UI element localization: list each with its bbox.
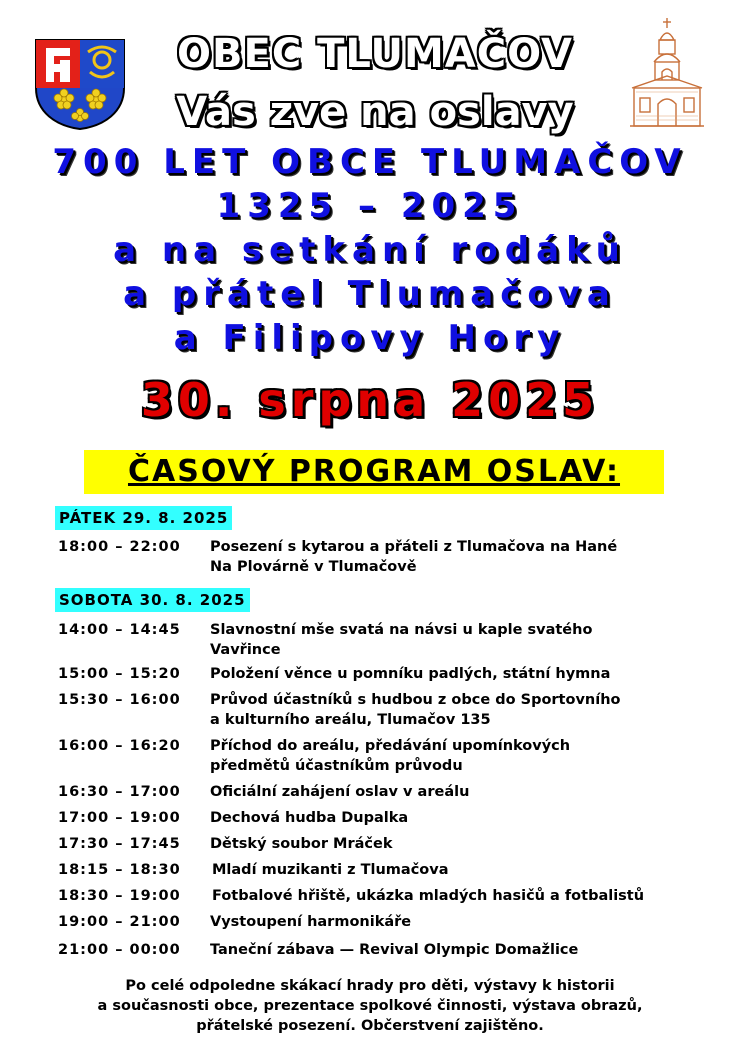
schedule-time: 21:00 – 00:00 bbox=[58, 942, 181, 958]
headline-line-5: a Filipovy Hory bbox=[173, 318, 567, 358]
schedule-desc-line: Na Plovárně v Tlumačově bbox=[210, 559, 417, 575]
schedule-time: 15:30 – 16:00 bbox=[58, 692, 181, 708]
schedule-desc: Dětský soubor Mráček bbox=[210, 836, 393, 852]
day-header-friday: PÁTEK 29. 8. 2025 bbox=[55, 506, 232, 530]
schedule-desc: Taneční zábava — Revival Olympic Domažlice bbox=[210, 942, 579, 958]
schedule-desc: Vystoupení harmonikáře bbox=[210, 914, 412, 930]
schedule-time: 19:00 – 21:00 bbox=[58, 914, 181, 930]
schedule-desc: Fotbalové hřiště, ukázka mladých hasičů a fotbalistů bbox=[212, 888, 645, 904]
title-village-name: OBEC TLUMAČOV bbox=[177, 31, 573, 77]
schedule-time: 16:00 – 16:20 bbox=[58, 738, 181, 754]
schedule-time: 14:00 – 14:45 bbox=[58, 622, 181, 638]
headline-line-4: a přátel Tlumačova bbox=[123, 274, 617, 314]
schedule-desc-line: předmětů účastníkům průvodu bbox=[210, 758, 463, 774]
schedule-desc: Položení věnce u pomníku padlých, státní hymna bbox=[210, 666, 611, 682]
program-title: ČASOVÝ PROGRAM OSLAV: bbox=[84, 450, 664, 494]
schedule-desc-line: Příchod do areálu, předávání upomínkových bbox=[210, 738, 571, 754]
event-date: 30. srpna 2025 bbox=[140, 373, 600, 427]
day-header-saturday: SOBOTA 30. 8. 2025 bbox=[55, 588, 250, 612]
schedule-desc: Oficiální zahájení oslav v areálu bbox=[210, 784, 470, 800]
schedule-time: 16:30 – 17:00 bbox=[58, 784, 181, 800]
schedule-time: 15:00 – 15:20 bbox=[58, 666, 181, 682]
schedule-desc bbox=[210, 690, 730, 730]
schedule-time: 18:30 – 19:00 bbox=[58, 888, 181, 904]
chapel-illustration-icon bbox=[628, 16, 706, 130]
schedule-desc bbox=[210, 620, 730, 660]
schedule-desc-line: Posezení s kytarou a přáteli z Tlumačova na Hané bbox=[210, 539, 618, 555]
schedule-desc: Dechová hudba Dupalka bbox=[210, 810, 409, 826]
footer-line: přátelské posezení. Občerstvení zajištěno. bbox=[196, 1018, 544, 1034]
schedule-time: 17:30 – 17:45 bbox=[58, 836, 181, 852]
schedule-desc-line: a kulturního areálu, Tlumačov 135 bbox=[210, 712, 491, 728]
schedule-desc bbox=[210, 537, 730, 577]
headline-line-2: 1325 – 2025 bbox=[216, 186, 524, 226]
coat-of-arms-icon bbox=[34, 38, 126, 130]
footer-line: Po celé odpoledne skákací hrady pro děti, výstavy k historii bbox=[125, 978, 615, 994]
schedule-time: 18:15 – 18:30 bbox=[58, 862, 181, 878]
schedule-time: 18:00 – 22:00 bbox=[58, 539, 181, 555]
headline-line-1: 700 LET OBCE TLUMAČOV bbox=[52, 142, 688, 182]
schedule-desc: Mladí muzikanti z Tlumačova bbox=[212, 862, 449, 878]
headline-line-3: a na setkání rodáků bbox=[113, 230, 627, 270]
title-invitation: Vás zve na oslavy bbox=[176, 89, 574, 135]
schedule-desc bbox=[210, 736, 730, 776]
schedule-time: 17:00 – 19:00 bbox=[58, 810, 181, 826]
schedule-row bbox=[58, 537, 728, 577]
schedule-desc-line: Vavřince bbox=[210, 642, 281, 658]
footer-note bbox=[40, 976, 700, 1036]
schedule-desc-line: Průvod účastníků s hudbou z obce do Sportovního bbox=[210, 692, 621, 708]
schedule-desc-line: Slavnostní mše svatá na návsi u kaple svatého bbox=[210, 622, 593, 638]
footer-line: a současnosti obce, prezentace spolkové činnosti, výstava obrazů, bbox=[97, 998, 643, 1014]
